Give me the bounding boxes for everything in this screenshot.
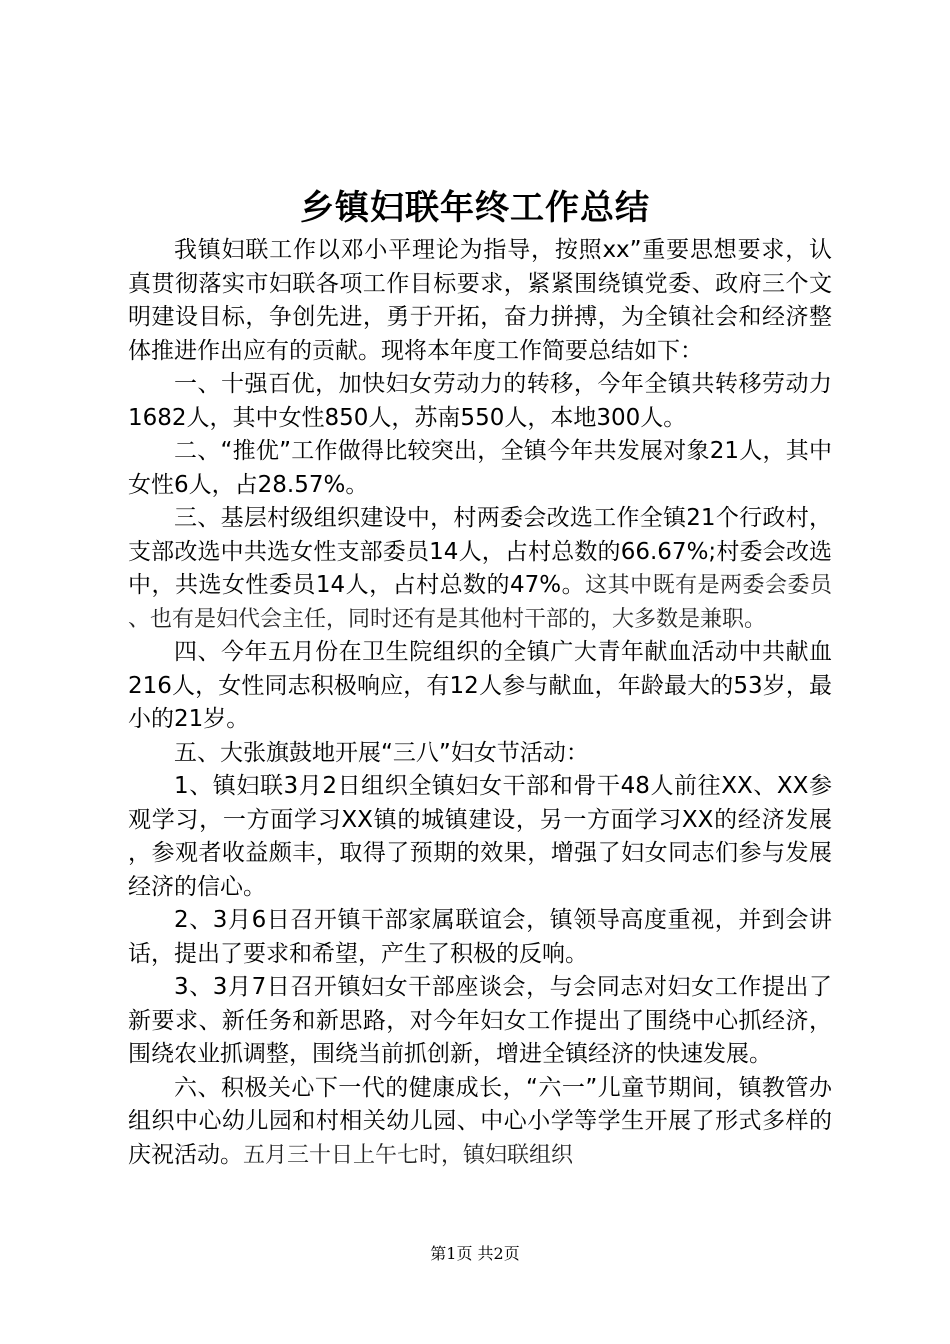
- paragraph-item-3: [128, 502, 832, 636]
- paragraph-sub-3: 3、3月7日召开镇妇女干部座谈会，与会同志对妇女工作提出了新要求、新任务和新思路，对今年妇女工作提出了围绕中心抓经济，围绕农业抓调整，围绕当前抓创新，增进全镇经济的快速发展。: [128, 974, 832, 1067]
- paragraph-item-3-text: 三、基层村级组织建设中，村两委会改选工作全镇21个行政村，支部改选中共选女性支部委员14人，占村总数的66.67%;村委会改选中，共选女性委员14人，占村总数的47%。: [128, 505, 832, 598]
- paragraph-item-6-text: 六、积极关心下一代的健康成长，“六一”儿童节期间，镇教管办组织中心幼儿园和村相关幼儿园、中心小学等学生开展了形式多样的庆祝活动。: [128, 1074, 832, 1168]
- paragraph-item-5: 五、大张旗鼓地开展“三八”妇女节活动：: [174, 739, 589, 766]
- paragraph-sub-1: 1、镇妇联3月2日组织全镇妇女干部和骨干48人前往XX、XX参观学习，一方面学习XX镇的城镇建设，另一方面学习XX的经济发展，参观者收益颇丰，取得了预期的效果，增强了妇女同志们参与发展经济的信心。: [128, 773, 832, 900]
- paragraph-item-4: 四、今年五月份在卫生院组织的全镇广大青年献血活动中共献血216人，女性同志积极响应，有12人参与献血，年龄最大的53岁，最小的21岁。: [128, 639, 832, 732]
- document-title: 乡镇妇联年终工作总结: [300, 188, 650, 228]
- paragraph-intro: 我镇妇联工作以邓小平理论为指导，按照xx”重要思想要求，认真贯彻落实市妇联各项工作目标要求，紧紧围绕镇党委、政府三个文明建设目标，争创先进，勇于开拓，奋力拼搏，为全镇社会和经济整体推进作出应有的贡献。现将本年度工作简要总结如下：: [128, 237, 832, 364]
- paragraph-item-3-tail: 这其中既有是两委会委员、也有是妇代会主任，同时还有是其他村干部的，大多数是兼职。: [128, 573, 832, 632]
- document-body: [128, 234, 832, 1172]
- paragraph-item-6-tail: 五月三十日上午七时，镇妇联组织: [243, 1142, 574, 1168]
- paragraph-item-6: [128, 1072, 832, 1173]
- page-number-footer: 第1页 共2页: [430, 1244, 520, 1263]
- paragraph-sub-2: 2、3月6日召开镇干部家属联谊会，镇领导高度重视，并到会讲话，提出了要求和希望，产生了积极的反响。: [128, 907, 832, 967]
- paragraph-item-1: 一、十强百优，加快妇女劳动力的转移，今年全镇共转移劳动力1682人，其中女性850人，苏南550人，本地300人。: [128, 371, 832, 431]
- paragraph-item-2: 二、“推优”工作做得比较突出，全镇今年共发展对象21人，其中女性6人，占28.57%。: [128, 438, 832, 498]
